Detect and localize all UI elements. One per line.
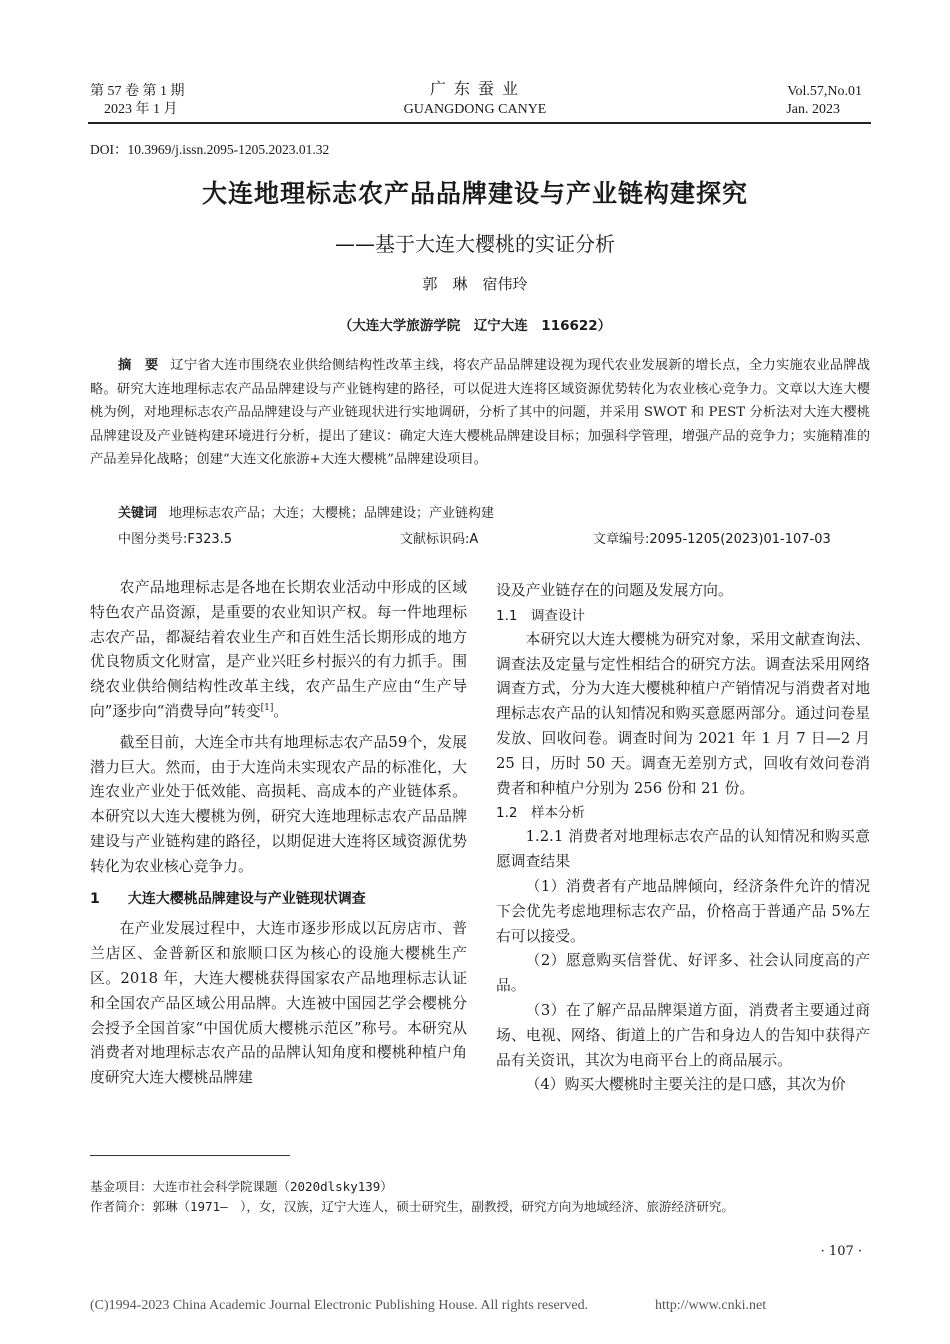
- footnote-rule: [90, 1155, 290, 1156]
- abstract-label: 摘 要: [118, 358, 159, 373]
- header-journal-latin: GUANGDONG CANYE: [403, 102, 547, 117]
- finding-3: （3）在了解产品品牌渠道方面，消费者主要通过商场、电视、网络、街道上的广告和身边人的告知中获得产品有关资讯，其次为电商平台上的商品展示。: [496, 1001, 870, 1069]
- continued-paragraph: 设及产业链存在的问题及发展方向。: [496, 582, 733, 599]
- paper-title: 大连地理标志农产品品牌建设与产业链构建探究: [201, 179, 748, 208]
- finding-1: （1）消费者有产地品牌倾向，经济条件允许的情况下会优先考虑地理标志农产品，价格高于普通产品 5%左右可以接受。: [496, 877, 870, 945]
- keywords-label: 关键词: [118, 506, 158, 521]
- document-code: 文献标识码:A: [400, 532, 479, 547]
- subsubsection-1-2-1: 1.2.1 消费者对地理标志农产品的认知情况和购买意愿调查结果: [496, 828, 870, 871]
- affiliation: （大连大学旅游学院 辽宁大连 116622）: [338, 318, 612, 334]
- left-column: [90, 576, 467, 1091]
- article-number: 文章编号:2095-1205(2023)01-107-03: [593, 532, 831, 547]
- keywords: [118, 502, 494, 521]
- header-date: 2023 年 1 月: [104, 102, 178, 117]
- header-vol-latin: Vol.57,No.01: [787, 84, 862, 99]
- clc-number: 中图分类号:F323.5: [118, 532, 233, 547]
- subsection-heading-1-2: 1.2 样本分析: [496, 805, 585, 822]
- paper-subtitle: ——基于大连大樱桃的实证分析: [335, 232, 615, 256]
- abstract-text: 辽宁省大连市围绕农业供给侧结构性改革主线，将农产品品牌建设视为现代农业发展新的增长点，全力实施农业品牌战略。研究大连地理标志农产品品牌建设与产业链构建的路径，可以促进大连将区域资源优势转化为农业核心竞争力。文章以大连大樱桃为例，对地理标志农产品品牌建设与产业链现状进行实地调研，分析了其中的问题，并采用 SWOT 和 PEST 分析法对大连大樱桃品牌建设及产业链构建环境进行分析，提出了建议：确定大连大樱桃品牌建设目标；加强科学管理，增强产品的竞争力；实施精准的产品差异化战略；创建“大连文化旅游+大连大樱桃”品牌建设项目。: [90, 358, 871, 467]
- citation-ref: [1]: [260, 703, 274, 714]
- header-rule: [88, 122, 871, 124]
- section-1-paragraph: 在产业发展过程中，大连市逐步形成以瓦房店市、普兰店区、金普新区和旅顺口区为核心的设施大樱桃生产区。2018 年，大连大樱桃获得国家农产品地理标志认证和全国农产品区域公用品牌。大连被中国园艺学会樱桃分会授予全国首家“中国优质大樱桃示范区”称号。本研究从消费者对地理标志农产品的品牌认知角度和樱桃种植户角度研究大连大樱桃品牌建: [90, 920, 467, 1087]
- fund-note: 基金项目：大连市社会科学院课题（2020dlsky139）: [90, 1179, 393, 1194]
- page-number: · 107 ·: [820, 1244, 862, 1259]
- doi: DOI：10.3969/j.issn.2095-1205.2023.01.32: [90, 142, 330, 157]
- subsection-heading-1-1: 1.1 调查设计: [496, 607, 585, 624]
- survey-design-paragraph: 本研究以大连大樱桃为研究对象，采用文献查询法、调查法及定量与定性相结合的研究方法。调查法采用网络调查方式，分为大连大樱桃种植户产销情况与消费者对地理标志农产品的认知情况和购买意愿两部分。通过问卷星发放、回收问卷。调查时间为 2021 年 1 月 7 日—2 月 25 日，历时 50 天。调查无差别方式，回收有效问卷消费者和种植户分别为 256 份和 21 份。: [496, 630, 870, 797]
- header-journal-name: 广 东 蚕 业: [429, 81, 520, 98]
- finding-2: （2）愿意购买信誉优、好评多、社会认同度高的产品。: [496, 952, 870, 995]
- copyright-text: (C)1994-2023 China Academic Journal Electronic Publishing House. All rights reserved.: [90, 1298, 589, 1313]
- header-date-latin: Jan. 2023: [786, 102, 840, 117]
- abstract: [90, 354, 870, 472]
- author-note: 作者简介：郭琳（1971— ），女，汉族，辽宁大连人，硕士研究生，副教授，研究方向为地域经济、旅游经济研究。: [90, 1199, 734, 1214]
- cnki-url: http://www.cnki.net: [655, 1298, 767, 1313]
- authors: 郭 琳 宿伟玲: [422, 275, 528, 293]
- keywords-text: 地理标志农产品；大连；大樱桃；品牌建设；产业链构建: [169, 506, 495, 521]
- finding-4: （4）购买大樱桃时主要关注的是口感，其次为价: [525, 1076, 846, 1094]
- section-heading-1: 1 大连大樱桃品牌建设与产业链现状调查: [90, 890, 366, 907]
- header-volume-issue: 第 57 卷 第 1 期: [90, 84, 185, 99]
- intro-paragraph-1: 农产品地理标志是各地在长期农业活动中形成的区域特色农产品资源，是重要的农业知识产权。每一件地理标志农产品，都凝结着农业生产和百姓生活长期形成的地方优良物质文化财富，是产业兴旺乡村振兴的有力抓手。围绕农业供给侧结构性改革主线，农产品生产应由“生产导向”逐步向“消费导向”转变[1]。: [90, 579, 467, 720]
- right-column: [496, 579, 870, 1098]
- intro-paragraph-2: 截至目前，大连全市共有地理标志农产品59个，发展潜力巨大。然而，由于大连尚未实现农产品的标准化，大连农业产业处于低效能、高损耗、高成本的产业链体系。本研究以大连大樱桃为例，研究大连地理标志农产品品牌建设与产业链构建的路径，以期促进大连将区域资源优势转化为农业核心竞争力。: [90, 733, 467, 875]
